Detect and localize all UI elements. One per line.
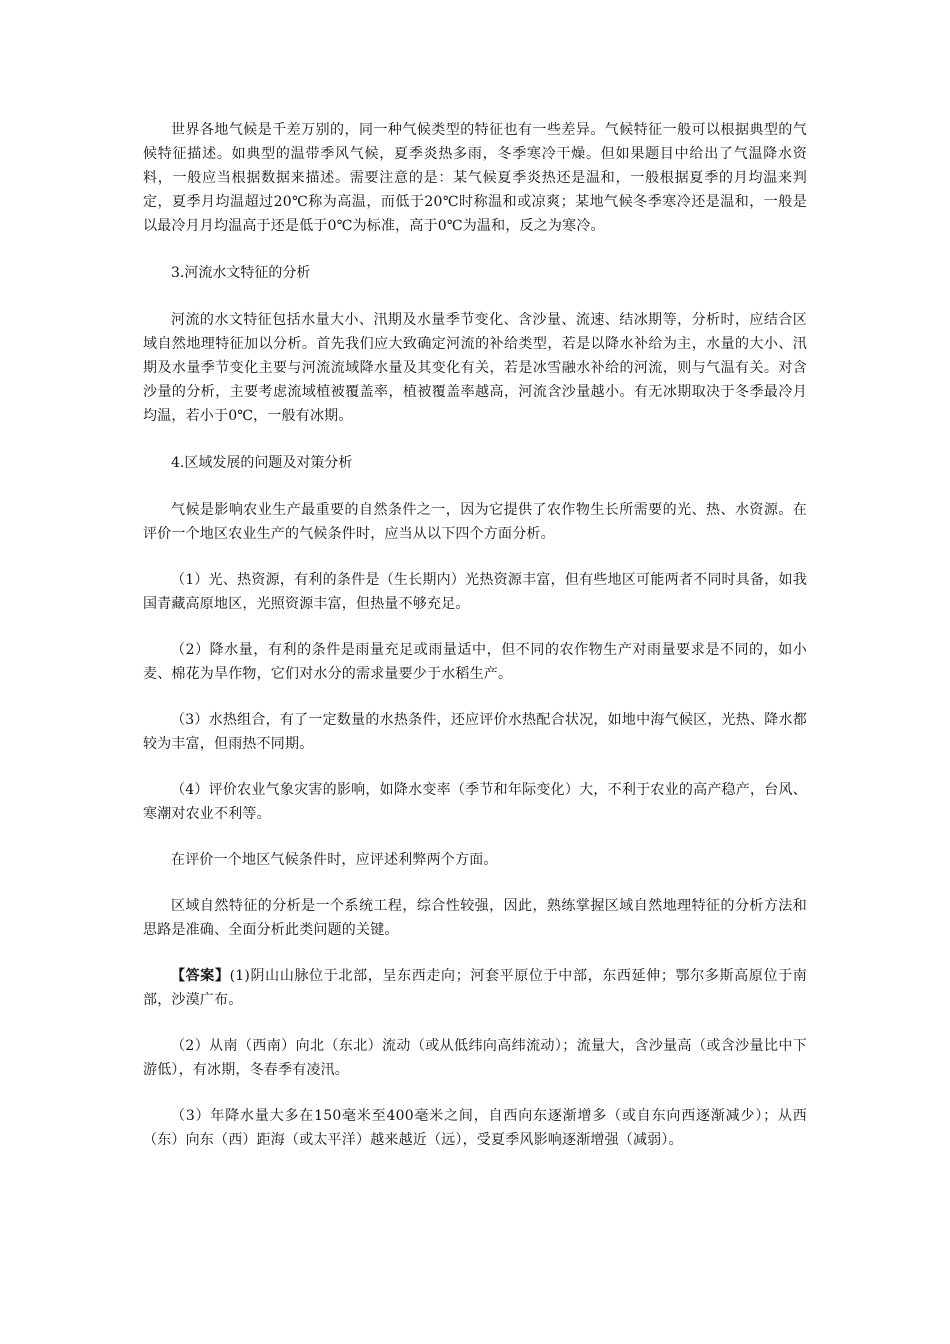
heading-regional-development: 4.区域发展的问题及对策分析 <box>171 455 353 471</box>
answer-label: 【答案】 <box>171 968 230 984</box>
paragraph-agri-intro: 气候是影响农业生产最重要的自然条件之一，因为它提供了农作物生长所需要的光、热、水资源。在评价一个地区农业生产的气候条件时，应当从以下四个方面分析。 <box>143 502 807 542</box>
answer-part-1-text: (1)阴山山脉位于北部，呈东西走向；河套平原位于中部，东西延伸；鄂尔多斯高原位于南部，沙漠广布。 <box>143 968 807 1008</box>
paragraph-point-4: （4）评价农业气象灾害的影响，如降水变率（季节和年际变化）大，不利于农业的高产稳产，台风、寒潮对农业不利等。 <box>143 782 807 822</box>
paragraph-river-note: 河流的水文特征包括水量大小、汛期及水量季节变化、含沙量、流速、结冰期等，分析时，应结合区域自然地理特征加以分析。首先我们应大致确定河流的补给类型，若是以降水补给为主，水量的大小、汛期及水量季节变化主要与河流流域降水量及其变化有关，若是冰雪融水补给的河流，则与气温有关。对含沙量的分析，主要考虑流域植被覆盖率，植被覆盖率越高，河流含沙量越小。有无冰期取决于冬季最冷月均温，若小于0℃，一般有冰期。 <box>143 312 807 424</box>
paragraph-point-1: （1）光、热资源，有利的条件是（生长期内）光热资源丰富，但有些地区可能两者不同时具备，如我国青藏高原地区，光照资源丰富，但热量不够充足。 <box>143 572 807 612</box>
answer-part-3: （3）年降水量大多在150毫米至400毫米之间，自西向东逐渐增多（或自东向西逐渐减少）；从西（东）向东（西）距海（或太平洋）越来越近（远），受夏季风影响逐渐增强（减弱）。 <box>143 1108 807 1148</box>
heading-river-hydrology: 3.河流水文特征的分析 <box>171 265 311 281</box>
paragraph-point-2: （2）降水量，有利的条件是雨量充足或雨量适中，但不同的农作物生产对雨量要求是不同的，如小麦、棉花为旱作物，它们对水分的需求量要少于水稻生产。 <box>143 642 807 682</box>
paragraph-summary-note: 区域自然特征的分析是一个系统工程，综合性较强，因此，熟练掌握区域自然地理特征的分析方法和思路是准确、全面分析此类问题的关键。 <box>143 898 807 938</box>
answer-part-2: （2）从南（西南）向北（东北）流动（或从低纬向高纬流动）；流量大，含沙量高（或含沙量比中下游低），有冰期，冬春季有凌汛。 <box>143 1038 807 1078</box>
paragraph-climate-note: 世界各地气候是千差万别的，同一种气候类型的特征也有一些差异。气候特征一般可以根据典型的气候特征描述。如典型的温带季风气候，夏季炎热多雨，冬季寒冷干燥。但如果题目中给出了气温降水资料，一般应当根据数据来描述。需要注意的是：某气候夏季炎热还是温和，一般根据夏季的月均温来判定，夏季月均温超过20℃称为高温，而低于20℃时称温和或凉爽；某地气候冬季寒冷还是温和，一般是以最冷月月均温高于还是低于0℃为标准，高于0℃为温和，反之为寒冷。 <box>143 122 807 234</box>
paragraph-point-3: （3）水热组合，有了一定数量的水热条件，还应评价水热配合状况，如地中海气候区，光热、降水都较为丰富，但雨热不同期。 <box>143 712 807 752</box>
document-page <box>143 118 807 1152</box>
answer-part-1 <box>143 964 807 1012</box>
paragraph-evaluate-note: 在评价一个地区气候条件时，应评述利弊两个方面。 <box>171 852 498 868</box>
